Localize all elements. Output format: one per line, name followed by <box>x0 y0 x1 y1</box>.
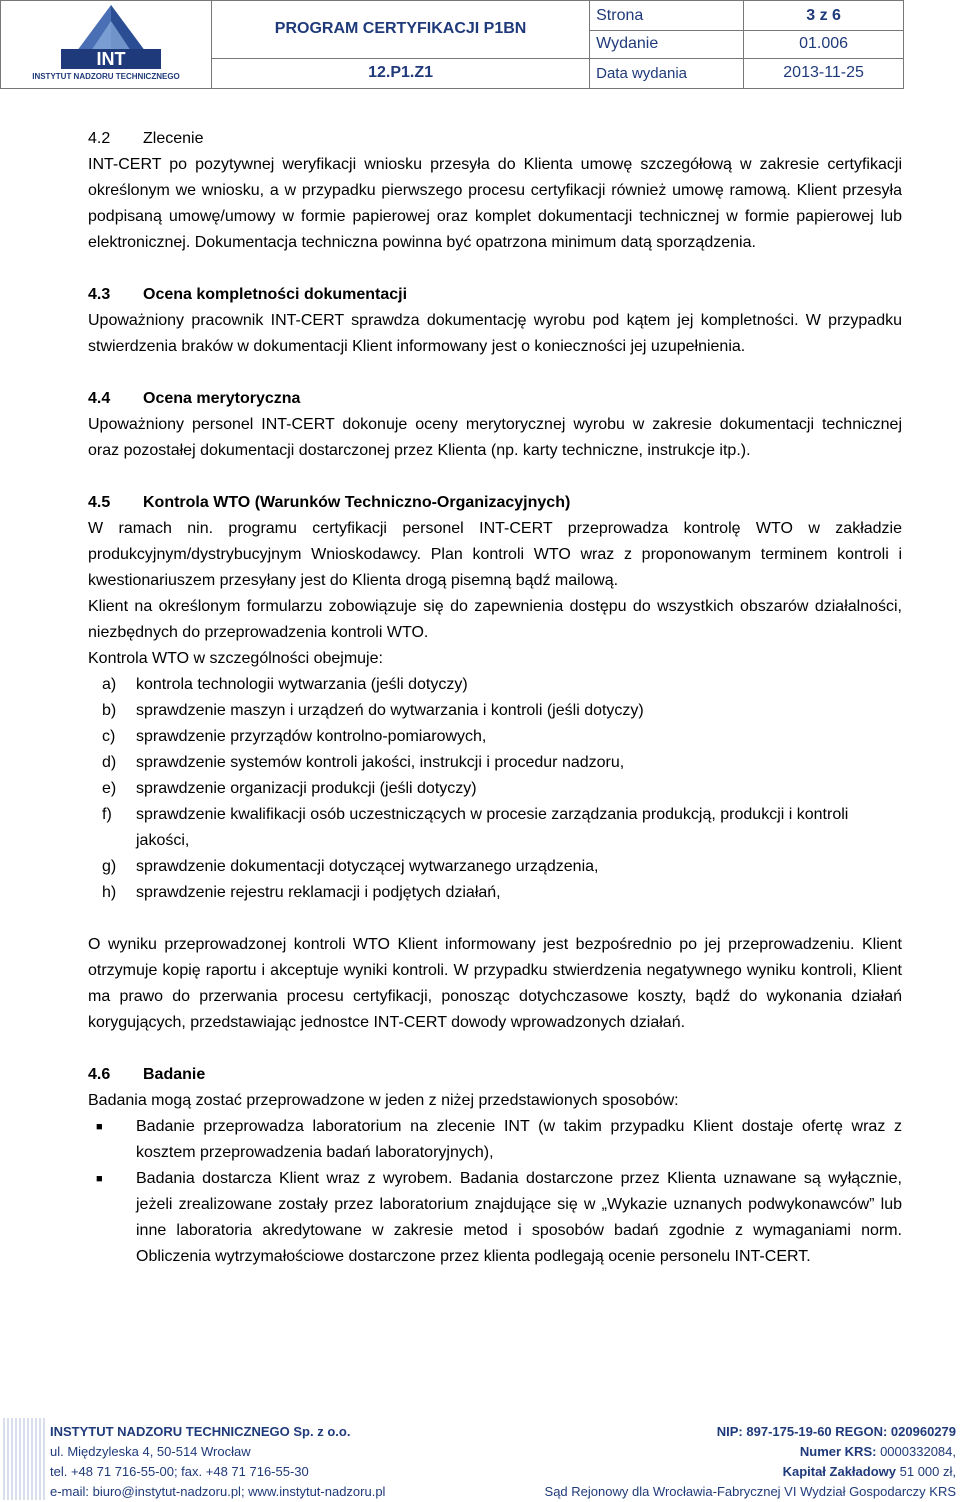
section-number: 4.4 <box>88 390 111 407</box>
list-item: e) sprawdzenie organizacji produkcji (jeśli dotyczy) <box>102 780 477 797</box>
paragraph: Badania mogą zostać przeprowadzone w jeden z niżej przedstawionych sposobów: <box>88 1092 679 1109</box>
section-title: Ocena kompletności dokumentacji <box>143 286 408 303</box>
svg-text:INT: INT <box>96 49 126 69</box>
list-item: c) sprawdzenie przyrządów kontrolno-pomiarowych, <box>102 728 487 745</box>
paragraph: Kontrola WTO w szczególności obejmuje: <box>88 650 383 667</box>
list-item: b) sprawdzenie maszyn i urządzeń do wytwarzania i kontroli (jeśli dotyczy) <box>102 702 644 719</box>
wydanie-label: Wydanie <box>590 31 744 59</box>
program-title: PROGRAM CERTYFIKACJI P1BN <box>212 1 590 59</box>
strona-label: Strona <box>590 1 744 31</box>
company-phone: tel. +48 71 716-55-00; fax. +48 71 716-55-30 <box>50 1464 309 1479</box>
section-4-4 <box>88 386 902 464</box>
section-4-5 <box>88 490 902 1036</box>
list-item: a) kontrola technologii wytwarzania (jeśli dotyczy) <box>102 676 468 693</box>
square-bullet-icon: ■ <box>96 1173 103 1185</box>
logo <box>1 1 212 89</box>
data-value: 2013-11-25 <box>744 58 904 88</box>
section-number: 4.6 <box>88 1066 111 1083</box>
list-item: d) sprawdzenie systemów kontroli jakości, instrukcji i procedur nadzoru, <box>102 754 625 771</box>
strona-value: 3 z 6 <box>744 1 904 31</box>
document-footer <box>0 1418 960 1500</box>
list-item: h) sprawdzenie rejestru reklamacji i podjętych działań, <box>102 884 501 901</box>
test-methods-list <box>88 1114 902 1270</box>
list-item: ■ Badanie przeprowadza laboratorium na zlecenie INT (w takim przypadku Klient dostaje ofertę wraz z kosztem przeprowadzenia badań laboratoryjnych), <box>88 1114 902 1166</box>
footer-registry-info: NIP: 897-175-19-60 REGON: 020960279 Numer KRS: 0000332084, Kapitał Zakładowy 51 000 zł, Sąd Rejonowy dla Wrocławia-Fabrycznej VI Wydział Gospodarczy KRS <box>545 1422 956 1502</box>
stripes-decoration-icon <box>0 1418 48 1500</box>
section-title: Zlecenie <box>143 130 204 147</box>
int-logo-icon <box>1 1 211 83</box>
paragraph: W ramach nin. programu certyfikacji personel INT-CERT przeprowadza kontrolę WTO w zakładzie produkcyjnym/dystrybucyjnym Wnioskodawcy. Plan kontroli WTO wraz z proponowanym terminem kontroli i kwestionariuszem przesyłany jest do Klienta drogą pisemną bądź mailową. <box>88 520 902 589</box>
section-title: Kontrola WTO (Warunków Techniczno-Organizacyjnych) <box>143 494 571 511</box>
section-text: Upoważniony personel INT-CERT dokonuje oceny merytorycznej wyrobu w zakresie dokumentacji technicznej oraz pozostałej dokumentacji dostarczonej przez Klienta (np. karty techniczne, instrukcje itp.). <box>88 416 902 459</box>
wto-checklist <box>88 672 902 906</box>
paragraph: Klient na określonym formularzu zobowiązuje się do zapewnienia dostępu do wszystkich obszarów działalności, niezbędnych do przeprowadzenia kontroli WTO. <box>88 598 902 641</box>
paragraph: O wyniku przeprowadzonej kontroli WTO Klient informowany jest bezpośrednio po jej przeprowadzeniu. Klient otrzymuje kopię raportu i akceptuje wyniki kontroli. W przypadku stwierdzenia negatywnego wyniku kontroli, Klient ma prawo do przerwania procesu certyfikacji, ponosząc dotychczasowe koszty, bądź do wykonania działań korygujących, przedstawiając jednostce INT-CERT dowody wprowadzonych działań. <box>88 936 902 1031</box>
section-4-3 <box>88 282 902 360</box>
document-body <box>88 126 902 1270</box>
section-number: 4.2 <box>88 130 111 147</box>
footer-company-info <box>50 1422 385 1502</box>
list-item: g) sprawdzenie dokumentacji dotyczącej wytwarzanego urządzenia, <box>102 858 599 875</box>
section-4-2 <box>88 126 902 256</box>
company-address: ul. Międzyleska 4, 50-514 Wrocław <box>50 1444 251 1459</box>
section-text: INT-CERT po pozytywnej weryfikacji wniosku przesyła do Klienta umowę szczegółową w zakresie certyfikacji określonym we wniosku, a w przypadku pierwszego procesu certyfikacji również umowę ramową. Klient przesyła podpisaną umowę/umowy w formie papierowej oraz komplet dokumentacji technicznej w formie papierowej lub elektronicznej. Dokumentacja techniczna powinna być opatrzona minimum datą sporządzenia. <box>88 156 902 251</box>
section-number: 4.5 <box>88 494 111 511</box>
wydanie-value: 01.006 <box>744 31 904 59</box>
court-info: Sąd Rejonowy dla Wrocławia-Fabrycznej VI Wydział Gospodarczy KRS <box>544 1484 956 1499</box>
svg-text:INSTYTUT NADZORU TECHNICZNEGO: INSTYTUT NADZORU TECHNICZNEGO <box>32 72 180 81</box>
company-name: INSTYTUT NADZORU TECHNICZNEGO Sp. z o.o. <box>50 1424 351 1439</box>
section-title: Ocena merytoryczna <box>143 390 301 407</box>
section-number: 4.3 <box>88 286 111 303</box>
header-table <box>0 0 904 89</box>
square-bullet-icon: ■ <box>96 1121 103 1133</box>
company-email: e-mail: biuro@instytut-nadzoru.pl; www.instytut-nadzoru.pl <box>50 1484 386 1499</box>
document-header <box>0 0 904 84</box>
document-code: 12.P1.Z1 <box>212 58 590 88</box>
data-label: Data wydania <box>590 58 744 88</box>
section-text: Upoważniony pracownik INT-CERT sprawdza dokumentację wyrobu pod kątem jej kompletności. W przypadku stwierdzenia braków w dokumentacji Klient informowany jest o konieczności jej uzupełnienia. <box>88 312 902 355</box>
list-item: ■ Badania dostarcza Klient wraz z wyrobem. Badania dostarczone przez Klienta uznawane są wyłącznie, jeżeli zrealizowane zostały przez laboratorium znajdujące się w „Wykazie uznanych podwykonawców” lub inne laboratoria akredytowane w zakresie metod i sposobów badań zgodnie z wymaganiami norm. Obliczenia wytrzymałościowe dostarczone przez klienta podlegają ocenie personelu INT-CERT. <box>88 1166 902 1270</box>
section-4-6 <box>88 1062 902 1270</box>
list-item: f) sprawdzenie kwalifikacji osób uczestniczących w procesie zarządzania produkcją, produkcji i kontroli jakości, <box>102 806 849 849</box>
section-title: Badanie <box>143 1066 206 1083</box>
